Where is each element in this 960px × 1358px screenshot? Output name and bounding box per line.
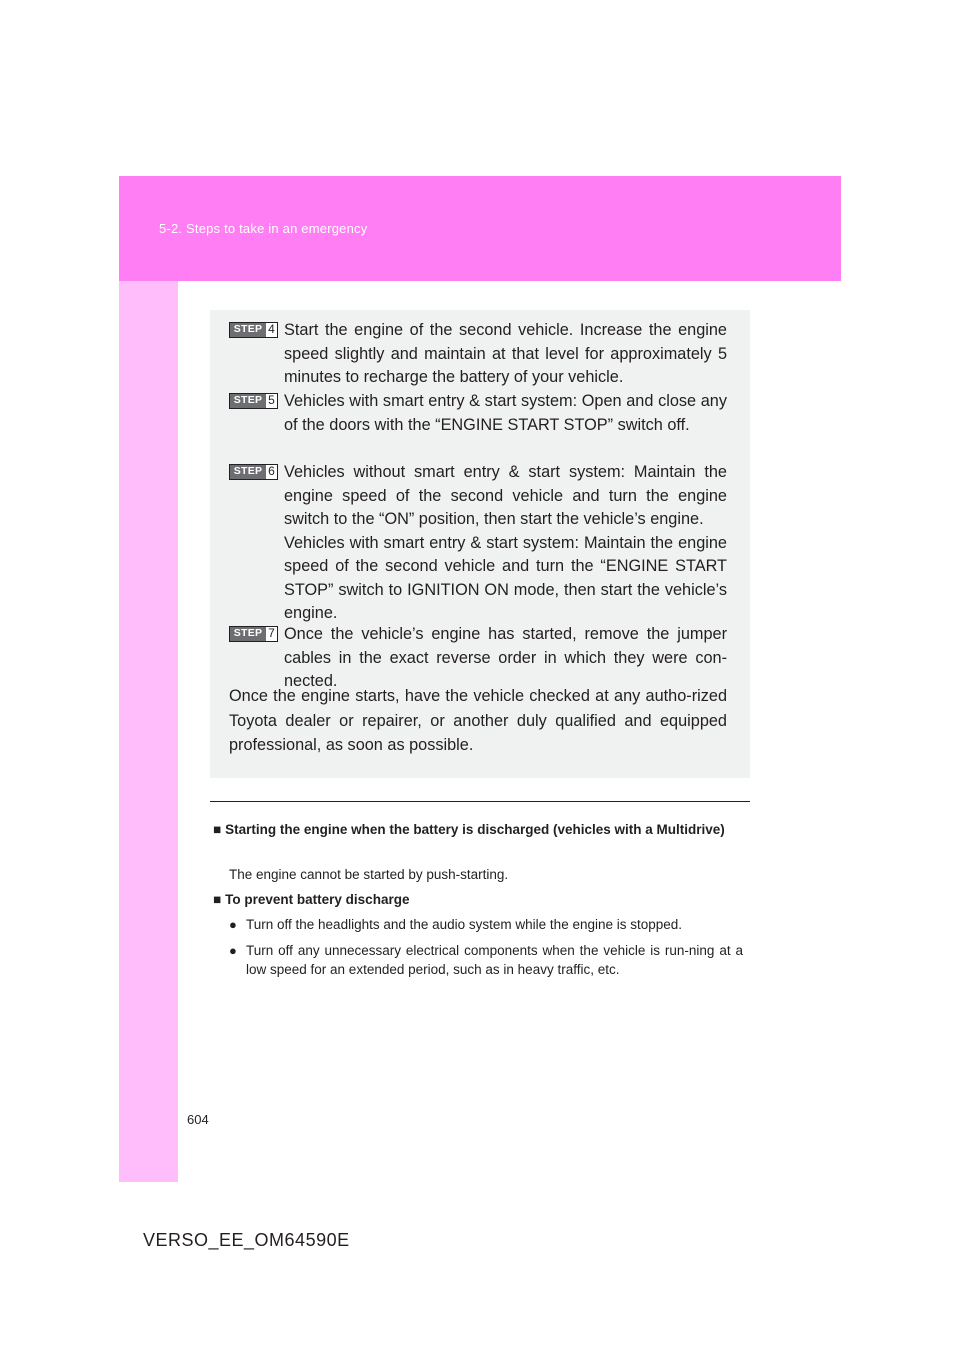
document-code: VERSO_EE_OM64590E [143,1230,350,1250]
note-heading-text: To prevent battery discharge [225,892,410,907]
step-badge-label: STEP [230,627,266,641]
list-item [229,915,743,934]
step-7 [229,623,727,694]
step-badge-number: 5 [268,393,275,408]
note-heading [213,890,743,910]
step-badge-number: 6 [268,464,275,479]
section-title: 5-2. Steps to take in an emergency [159,221,368,236]
closing-paragraph: Once the engine starts, have the vehicle checked at any autho-rized Toyota dealer or repairer, or another duly qualified and equipped professional, as soon as possible. [229,687,727,754]
step-badge [229,626,278,642]
step-badge [229,464,278,480]
list-item-text: Turn off any unnecessary electrical components when the vehicle is run-ning at a low speed for an extended period, such as in heavy traffic, etc. [246,943,743,977]
section-divider [210,801,750,802]
list-item-text: Turn off the headlights and the audio system while the engine is stopped. [246,917,683,932]
circle-bullet-icon: ● [229,917,237,932]
note-heading-text: Starting the engine when the battery is discharged (vehicles with a Multidrive) [225,822,725,837]
step-4 [229,319,727,390]
step-text: Start the engine of the second vehicle. Increase the engine speed slightly and maintain at that level for approximately 5 minutes to recharge the battery of your vehicle. [284,321,727,386]
step-badge-number: 4 [268,322,275,337]
page-number: 604 [187,1112,209,1127]
step-badge [229,393,278,409]
square-bullet-icon: ■ [213,822,222,837]
step-6 [229,461,727,626]
step-text: Vehicles with smart entry & start system: Open and close any of the doors with the “ENGINE START STOP” switch off. [284,392,727,434]
step-text: Vehicles with smart entry & start system: Maintain the engine speed of the second vehicle and turn the “ENGINE START STOP” switch to IGNITION ON mode, then start the vehicle’s engine. [284,533,727,622]
step-text: Vehicles without smart entry & start system: Maintain the engine speed of the second vehicle and turn the engine switch to the “ON” position, then start the vehicle’s engine. [284,463,727,528]
step-5 [229,390,727,437]
step-badge-number: 7 [268,626,275,641]
step-badge-label: STEP [230,465,266,479]
note-heading [213,820,743,840]
circle-bullet-icon: ● [229,943,237,958]
step-text: Once the vehicle’s engine has started, remove the jumper cables in the exact reverse order in which they were con-nected. [284,625,727,690]
square-bullet-icon: ■ [213,892,222,907]
side-tab-band [119,281,178,1182]
note-body: The engine cannot be started by push-starting. [229,867,509,882]
step-badge-label: STEP [230,323,266,337]
step-badge [229,322,278,338]
list-item [229,941,743,979]
step-badge-label: STEP [230,394,266,408]
